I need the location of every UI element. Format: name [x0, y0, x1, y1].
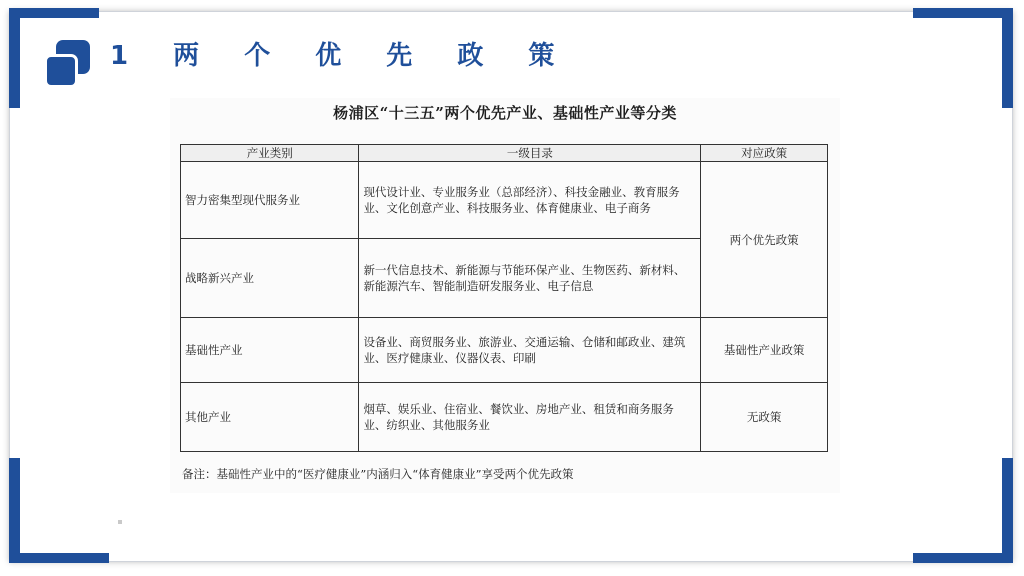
- scan-speck: [118, 520, 122, 524]
- table-title: 杨浦区“十三五”两个优先产业、基础性产业等分类: [333, 104, 677, 122]
- cell-category: 智力密集型现代服务业: [181, 162, 359, 239]
- title-squares-icon: [42, 38, 94, 90]
- table-row: [181, 383, 828, 452]
- corner-accent-bottom-left: [9, 553, 109, 563]
- cell-category: 战略新兴产业: [181, 239, 359, 318]
- table-header-row: [181, 145, 828, 162]
- slide-title: 1 两 个 优 先 政 策: [110, 41, 573, 71]
- corner-accent-top-left-vertical: [9, 8, 20, 108]
- corner-accent-bottom-right-vertical: [1002, 458, 1013, 563]
- cell-policy: 基础性产业政策: [701, 318, 828, 383]
- header-policy: 对应政策: [701, 145, 828, 162]
- cell-policy: 无政策: [701, 383, 828, 452]
- cell-catalog: 现代设计业、专业服务业（总部经济）、科技金融业、教育服务业、文化创意产业、科技服务业、体育健康业、电子商务: [359, 162, 701, 239]
- cell-category: 基础性产业: [181, 318, 359, 383]
- table-note: 备注：基础性产业中的“医疗健康业”内涵归入“体育健康业”享受两个优先政策: [182, 467, 574, 481]
- table-row: [181, 162, 828, 239]
- corner-accent-top-left: [9, 8, 99, 18]
- header-category: 产业类别: [181, 145, 359, 162]
- classification-table: [180, 144, 828, 452]
- cell-catalog: 新一代信息技术、新能源与节能环保产业、生物医药、新材料、新能源汽车、智能制造研发服务业、电子信息: [359, 239, 701, 318]
- corner-accent-bottom-right: [913, 553, 1013, 563]
- cell-policy-merged: 两个优先政策: [701, 162, 828, 318]
- corner-accent-bottom-left-vertical: [9, 458, 20, 563]
- header-catalog: 一级目录: [359, 145, 701, 162]
- table-row: [181, 318, 828, 383]
- cell-catalog: 烟草、娱乐业、住宿业、餐饮业、房地产业、租赁和商务服务业、纺织业、其他服务业: [359, 383, 701, 452]
- corner-accent-top-right-vertical: [1002, 8, 1013, 108]
- scanned-document: [170, 98, 840, 493]
- cell-category: 其他产业: [181, 383, 359, 452]
- cell-catalog: 设备业、商贸服务业、旅游业、交通运输、仓储和邮政业、建筑业、医疗健康业、仪器仪表、印刷: [359, 318, 701, 383]
- corner-accent-top-right: [913, 8, 1013, 18]
